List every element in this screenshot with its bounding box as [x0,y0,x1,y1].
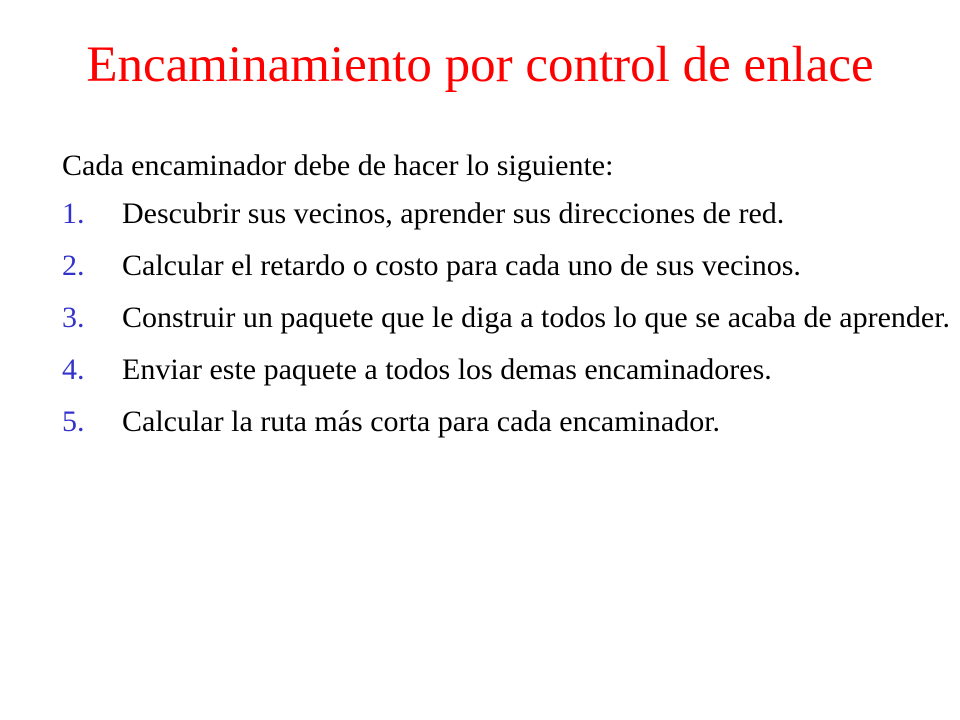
intro-text: Cada encaminador debe de hacer lo siguiente: [62,149,614,182]
step-text: Enviar este paquete a todos los demas encaminadores. [122,353,772,386]
list-item [62,196,952,232]
slide-title: Encaminamiento por control de enlace [86,37,874,93]
list-item [62,352,952,388]
list-item [62,300,952,336]
step-text: Construir un paquete que le diga a todos lo que se acaba de aprender. [122,301,951,334]
step-text: Calcular la ruta más corta para cada encaminador. [122,405,721,438]
steps-list [62,196,952,456]
step-text: Descubrir sus vecinos, aprender sus direcciones de red. [122,197,785,230]
step-text: Calcular el retardo o costo para cada uno de sus vecinos. [122,249,801,282]
list-item [62,404,952,440]
step-number: 4. [62,353,85,386]
list-item [62,248,952,284]
step-number: 1. [62,197,85,230]
step-number: 3. [62,301,85,334]
step-number: 5. [62,405,85,438]
step-number: 2. [62,249,85,282]
